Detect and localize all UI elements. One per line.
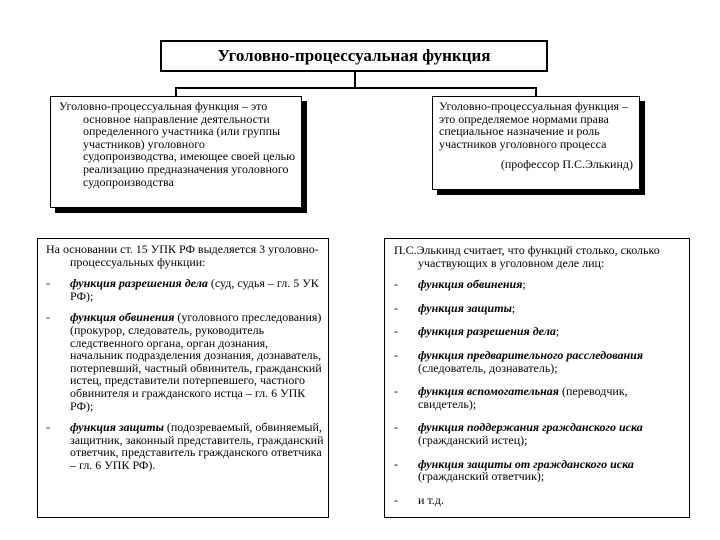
connector-vertical-top (354, 72, 356, 88)
upk-functions-intro: На основании ст. 15 УПК РФ выделяется 3 уголовно-процессуальных функции: (46, 242, 319, 269)
definition-right-text: Уголовно-процессуальная функция – это определяемое нормами права специальное назначение и роль участников уголовного процесса (439, 99, 629, 151)
definition-left-text: Уголовно-процессуальная функция – это основное направление деятельности определенного участника (или группы участников) уголовного судопроизводства, имеющее своей целью реализацию предназначения уголовного судопроизводства (59, 99, 296, 189)
list-item: - функция защиты; (394, 300, 516, 315)
connector-horizontal (175, 87, 537, 89)
upk-functions-box (37, 238, 329, 518)
list-item: - функция защиты от гражданского иска (гражданский ответчик); (394, 456, 634, 484)
list-item: - функция разрешения дела (суд, судья – гл. 5 УК РФ); (46, 276, 319, 303)
definition-right-author: (профессор П.С.Элькинд) (500, 157, 633, 172)
list-item: - функция предварительного расследования (следователь, дознаватель); (394, 347, 644, 375)
definition-left-box (50, 96, 302, 208)
list-item: - функция обвинения (уголовного преследования) (прокурор, следователь, руководитель следственного органа, орган дознания, начальник подразделения дознания, дознаватель, потерпевший, частный обвинитель, гражданский истец, представители потерпевшего, частного обвинителя и гражданского истца – гл. 6 УПК РФ); (46, 310, 322, 413)
diagram-title: Уголовно-процессуальная функция (160, 40, 548, 72)
connector-right-drop (535, 87, 537, 96)
list-item: - функция вспомогательная (переводчик, свидетель); (394, 384, 628, 411)
elkind-functions-list (390, 278, 684, 506)
connector-left-drop (175, 87, 177, 96)
list-item: - и т.д. (394, 492, 444, 507)
list-item: - функция защиты (подозреваемый, обвиняемый, защитник, законный представитель, гражданский ответчик, представитель гражданского ответчика – гл. 6 УПК РФ). (46, 420, 324, 472)
list-item: - функция обвинения; (394, 277, 526, 292)
list-item: - функция разрешения дела; (394, 324, 560, 339)
upk-functions-list (42, 277, 324, 471)
elkind-functions-box (384, 238, 690, 518)
elkind-functions-intro: П.С.Элькинд считает, что функций столько, сколько участвующих в уголовном деле лиц: (394, 243, 660, 270)
definition-right-box (432, 96, 640, 190)
list-item: - функция поддержания гражданского иска (гражданский истец); (394, 420, 643, 447)
